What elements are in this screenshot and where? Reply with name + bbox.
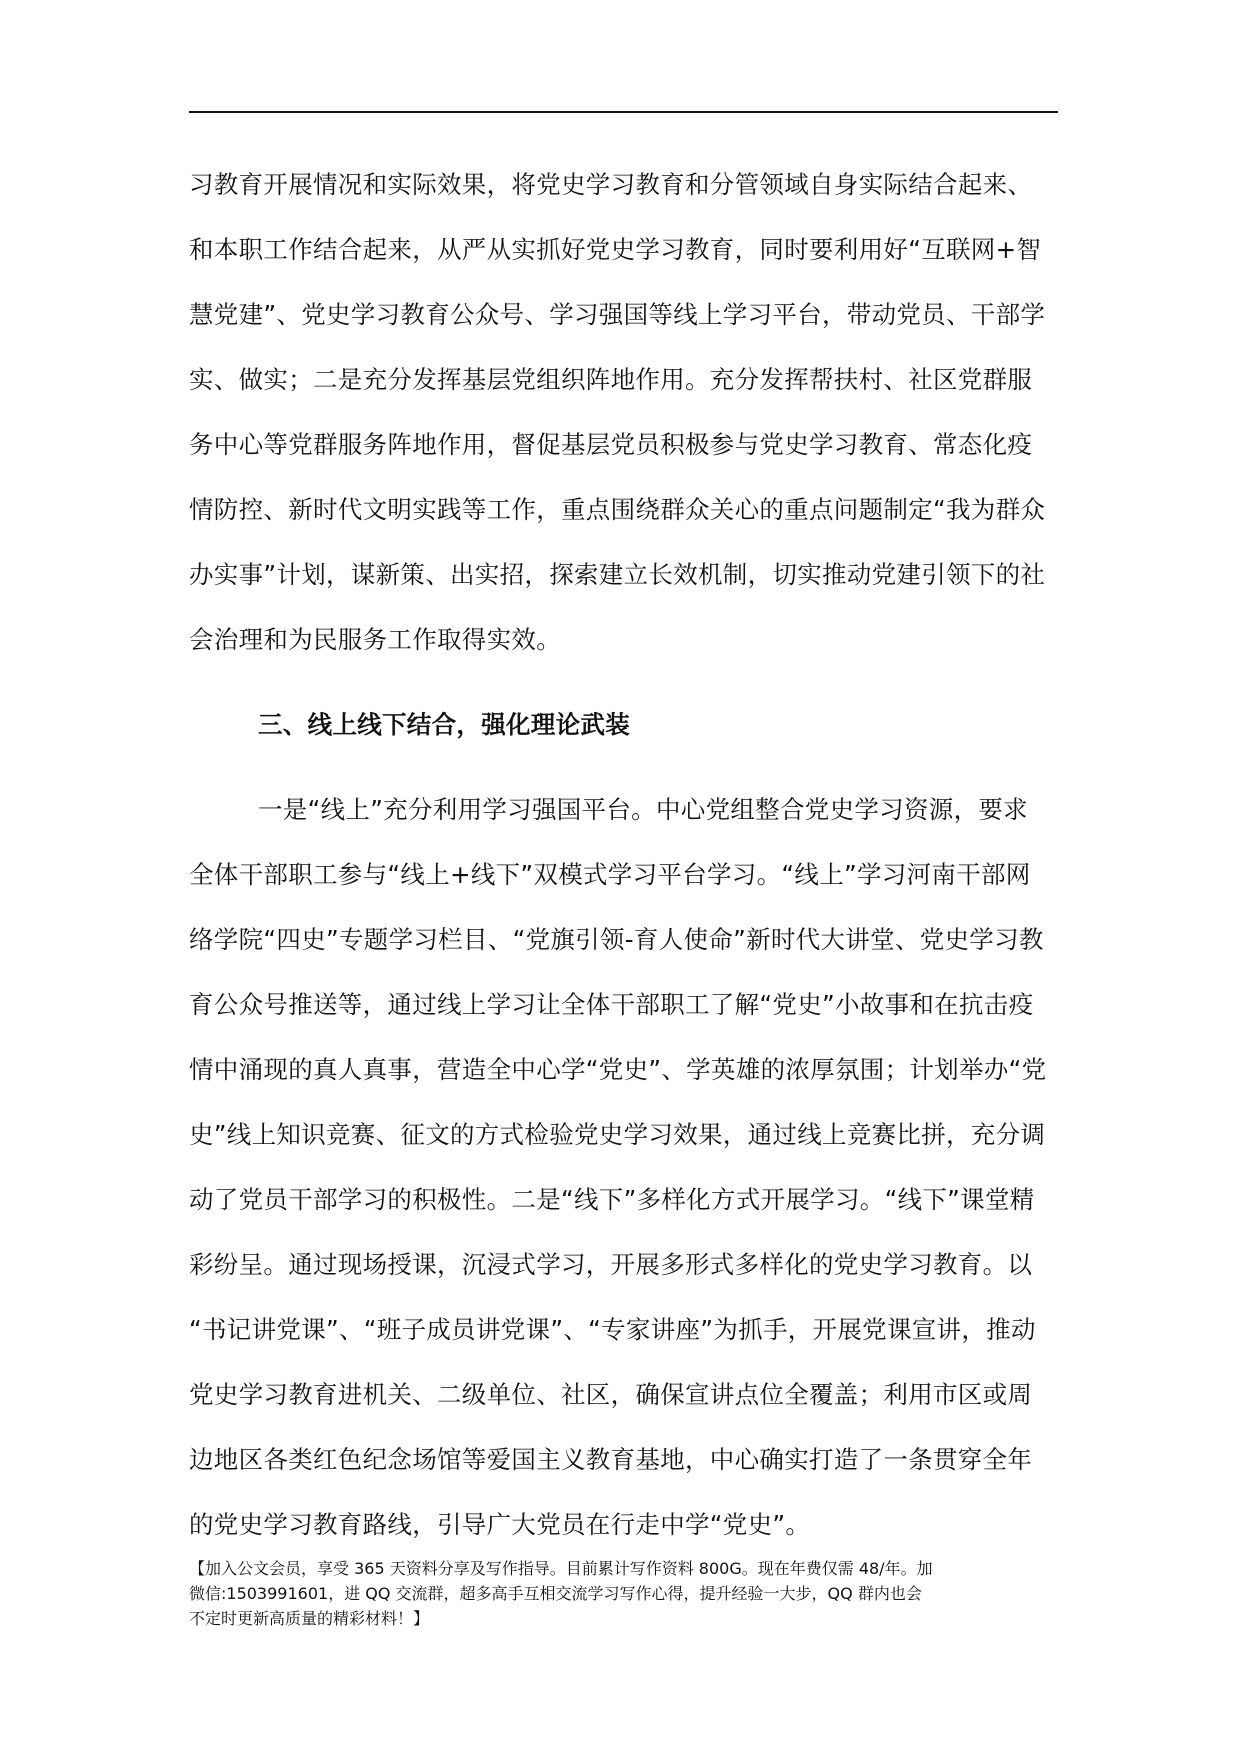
section-heading: 三、线上线下结合，强化理论武装	[258, 710, 630, 739]
paragraph-2-line-11: 边地区各类红色纪念场馆等爱国主义教育基地，中心确实打造了一条贯穿全年	[189, 1445, 1033, 1474]
paragraph-2-line-2: 全体干部职工参与“线上+线下”双模式学习平台学习。“线上”学习河南干部网	[189, 860, 1031, 889]
paragraph-2-line-4: 育公众号推送等，通过线上学习让全体干部职工了解“党史”小故事和在抗击疫	[189, 990, 1034, 1019]
paragraph-1-line-3: 慧党建”、党史学习教育公众号、学习强国等线上学习平台，带动党员、干部学	[189, 300, 1046, 329]
paragraph-2-line-5: 情中涌现的真人真事，营造全中心学“党史”、学英雄的浓厚氛围；计划举办“党	[189, 1055, 1047, 1084]
paragraph-1-line-4: 实、做实；二是充分发挥基层党组织阵地作用。充分发挥帮扶村、社区党群服	[189, 365, 1033, 394]
paragraph-1-line-8: 会治理和为民服务工作取得实效。	[189, 625, 561, 654]
paragraph-1-line-6: 情防控、新时代文明实践等工作，重点围绕群众关心的重点问题制定“我为群众	[189, 495, 1046, 524]
paragraph-2-line-1: 一是“线上”充分利用学习强国平台。中心党组整合党史学习资源，要求	[258, 795, 1028, 824]
paragraph-2-line-12: 的党史学习教育路线，引导广大党员在行走中学“党史”。	[189, 1510, 811, 1539]
footer-note-line-1: 【加入公文会员，享受 365 天资料分享及写作指导。目前累计写作资料 800G。现在年费仅需 48/年。加	[189, 1559, 933, 1578]
paragraph-2-line-3: 络学院“四史”专题学习栏目、“党旗引领-育人使命”新时代大讲堂、党史学习教	[189, 925, 1044, 954]
paragraph-1-line-2: 和本职工作结合起来，从严从实抓好党史学习教育，同时要利用好“互联网+智	[189, 235, 1042, 264]
paragraph-1-line-7: 办实事”计划，谋新策、出实招，探索建立长效机制，切实推动党建引领下的社	[189, 560, 1046, 589]
paragraph-2-line-8: 彩纷呈。通过现场授课，沉浸式学习，开展多形式多样化的党史学习教育。以	[189, 1250, 1033, 1279]
footer-note-line-3: 不定时更新高质量的精彩材料！】	[189, 1609, 430, 1628]
paragraph-2-line-10: 党史学习教育进机关、二级单位、社区，确保宣讲点位全覆盖；利用市区或周	[189, 1380, 1033, 1409]
paragraph-1-line-5: 务中心等党群服务阵地作用，督促基层党员积极参与党史学习教育、常态化疫	[189, 430, 1033, 459]
header-rule	[189, 111, 1058, 113]
paragraph-1-line-1: 习教育开展情况和实际效果，将党史学习教育和分管领域自身实际结合起来、	[189, 170, 1033, 199]
paragraph-2-line-9: “书记讲党课”、“班子成员讲党课”、“专家讲座”为抓手，开展党课宣讲，推动	[189, 1315, 1036, 1344]
paragraph-2-line-7: 动了党员干部学习的积极性。二是“线下”多样化方式开展学习。“线下”课堂精	[189, 1185, 1035, 1214]
footer-note-line-2: 微信:1503991601，进 QQ 交流群，超多高手互相交流学习写作心得，提升经验一大步，QQ 群内也会	[189, 1584, 922, 1603]
paragraph-2-line-6: 史”线上知识竞赛、征文的方式检验党史学习效果，通过线上竞赛比拼，充分调	[189, 1120, 1046, 1149]
